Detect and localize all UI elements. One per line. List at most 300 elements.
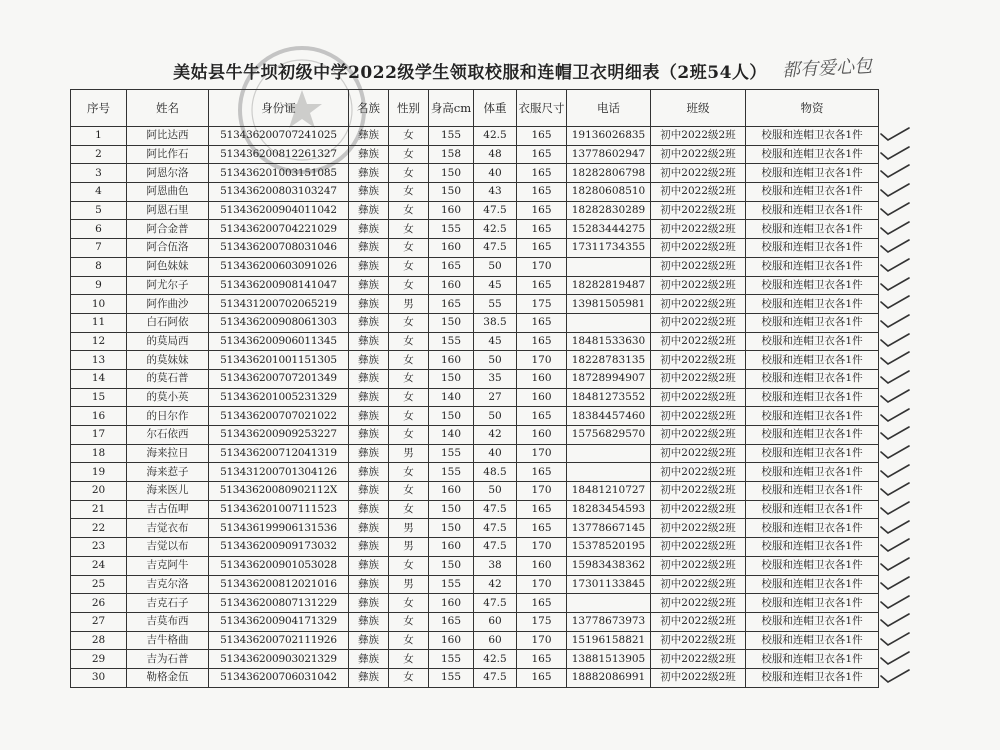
- cell-height: 155: [429, 575, 474, 594]
- cell-weight: 42: [474, 575, 517, 594]
- cell-weight: 47.5: [474, 239, 517, 258]
- cell-phone: 18282806798: [567, 164, 651, 183]
- cell-class: 初中2022级2班: [651, 127, 746, 146]
- cell-name: 吉克尔洛: [127, 575, 209, 594]
- cell-phone: 18728994907: [567, 369, 651, 388]
- cell-height: 165: [429, 612, 474, 631]
- header-name: 姓名: [127, 90, 209, 127]
- cell-goods: 校服和连帽卫衣各1件: [746, 332, 879, 351]
- cell-name: 的日尔作: [127, 407, 209, 426]
- cell-phone: 13778673973: [567, 612, 651, 631]
- cell-size: 165: [517, 463, 567, 482]
- cell-size: 160: [517, 388, 567, 407]
- checkmark-icon: [878, 500, 912, 516]
- cell-weight: 48: [474, 145, 517, 164]
- cell-class: 初中2022级2班: [651, 538, 746, 557]
- cell-size: 170: [517, 482, 567, 501]
- cell-gender: 男: [389, 538, 429, 557]
- cell-index: 18: [71, 444, 127, 463]
- cell-size: 165: [517, 239, 567, 258]
- cell-id-number: 513436200803103247: [209, 183, 349, 202]
- cell-phone: 18280608510: [567, 183, 651, 202]
- cell-phone: 17301133845: [567, 575, 651, 594]
- cell-ethnicity: 彝族: [349, 407, 389, 426]
- cell-goods: 校服和连帽卫衣各1件: [746, 575, 879, 594]
- cell-class: 初中2022级2班: [651, 500, 746, 519]
- cell-ethnicity: 彝族: [349, 369, 389, 388]
- checkmark-icon: [878, 463, 912, 479]
- table-row: [71, 257, 879, 276]
- cell-height: 150: [429, 183, 474, 202]
- header-height: 身高cm: [429, 90, 474, 127]
- cell-id-number: 513436201005231329: [209, 388, 349, 407]
- cell-ethnicity: 彝族: [349, 463, 389, 482]
- cell-index: 19: [71, 463, 127, 482]
- cell-height: 160: [429, 538, 474, 557]
- cell-class: 初中2022级2班: [651, 482, 746, 501]
- cell-height: 160: [429, 594, 474, 613]
- cell-name: 海来惹子: [127, 463, 209, 482]
- cell-goods: 校服和连帽卫衣各1件: [746, 519, 879, 538]
- header-gender: 性别: [389, 90, 429, 127]
- cell-gender: 女: [389, 201, 429, 220]
- cell-id-number: 513436200702111926: [209, 631, 349, 650]
- cell-goods: 校服和连帽卫衣各1件: [746, 594, 879, 613]
- cell-weight: 45: [474, 276, 517, 295]
- cell-weight: 47.5: [474, 201, 517, 220]
- table-row: [71, 612, 879, 631]
- cell-size: 165: [517, 183, 567, 202]
- cell-weight: 42.5: [474, 650, 517, 669]
- cell-size: 175: [517, 612, 567, 631]
- cell-gender: 女: [389, 612, 429, 631]
- cell-ethnicity: 彝族: [349, 426, 389, 445]
- cell-class: 初中2022级2班: [651, 426, 746, 445]
- cell-ethnicity: 彝族: [349, 538, 389, 557]
- table-row: [71, 631, 879, 650]
- cell-phone: 19136026835: [567, 127, 651, 146]
- cell-size: 175: [517, 295, 567, 314]
- cell-id-number: 513436200812261327: [209, 145, 349, 164]
- cell-class: 初中2022级2班: [651, 295, 746, 314]
- cell-gender: 女: [389, 407, 429, 426]
- cell-size: 165: [517, 276, 567, 295]
- cell-name: 阿比作石: [127, 145, 209, 164]
- checkmark-icon: [878, 594, 912, 610]
- cell-gender: 男: [389, 575, 429, 594]
- cell-ethnicity: 彝族: [349, 220, 389, 239]
- cell-goods: 校服和连帽卫衣各1件: [746, 500, 879, 519]
- cell-weight: 50: [474, 482, 517, 501]
- cell-index: 16: [71, 407, 127, 426]
- cell-class: 初中2022级2班: [651, 313, 746, 332]
- cell-index: 15: [71, 388, 127, 407]
- cell-name: 海来拉日: [127, 444, 209, 463]
- cell-weight: 47.5: [474, 500, 517, 519]
- cell-goods: 校服和连帽卫衣各1件: [746, 388, 879, 407]
- cell-height: 155: [429, 220, 474, 239]
- cell-goods: 校服和连帽卫衣各1件: [746, 426, 879, 445]
- cell-size: 170: [517, 351, 567, 370]
- cell-height: 150: [429, 556, 474, 575]
- checkmark-icon: [878, 425, 912, 441]
- cell-size: 165: [517, 650, 567, 669]
- cell-weight: 60: [474, 612, 517, 631]
- cell-index: 3: [71, 164, 127, 183]
- cell-weight: 47.5: [474, 519, 517, 538]
- table-header-row: [71, 90, 879, 127]
- cell-id-number: 513436200704221029: [209, 220, 349, 239]
- cell-ethnicity: 彝族: [349, 276, 389, 295]
- cell-ethnicity: 彝族: [349, 201, 389, 220]
- cell-index: 25: [71, 575, 127, 594]
- cell-weight: 60: [474, 631, 517, 650]
- checkmark-icon: [878, 145, 912, 161]
- cell-id-number: 513436200706031042: [209, 668, 349, 687]
- cell-ethnicity: 彝族: [349, 239, 389, 258]
- cell-gender: 女: [389, 668, 429, 687]
- header-class: 班级: [651, 90, 746, 127]
- cell-name: 尔石依西: [127, 426, 209, 445]
- checkmark-icon: [878, 407, 912, 423]
- table-row: [71, 276, 879, 295]
- cell-gender: 女: [389, 220, 429, 239]
- cell-ethnicity: 彝族: [349, 594, 389, 613]
- cell-size: 170: [517, 575, 567, 594]
- checkmark-icon: [878, 350, 912, 366]
- cell-id-number: 513436200908141047: [209, 276, 349, 295]
- cell-phone: 15983438362: [567, 556, 651, 575]
- cell-goods: 校服和连帽卫衣各1件: [746, 650, 879, 669]
- cell-goods: 校服和连帽卫衣各1件: [746, 201, 879, 220]
- table-row: [71, 201, 879, 220]
- checkmark-icon: [878, 388, 912, 404]
- cell-name: 阿合伍洛: [127, 239, 209, 258]
- cell-gender: 女: [389, 426, 429, 445]
- cell-index: 26: [71, 594, 127, 613]
- cell-id-number: 513436200904171329: [209, 612, 349, 631]
- cell-name: 吉古伍呷: [127, 500, 209, 519]
- cell-name: 阿恩曲色: [127, 183, 209, 202]
- cell-size: 170: [517, 444, 567, 463]
- cell-weight: 40: [474, 164, 517, 183]
- cell-ethnicity: 彝族: [349, 351, 389, 370]
- document-title: 美姑县牛牛坝初级中学2022级学生领取校服和连帽卫衣明细表（2班54人）: [173, 63, 767, 83]
- cell-id-number: 513431200701304126: [209, 463, 349, 482]
- cell-size: 160: [517, 426, 567, 445]
- cell-class: 初中2022级2班: [651, 239, 746, 258]
- cell-ethnicity: 彝族: [349, 295, 389, 314]
- checkmark-icon: [878, 276, 912, 292]
- cell-goods: 校服和连帽卫衣各1件: [746, 351, 879, 370]
- cell-index: 27: [71, 612, 127, 631]
- cell-class: 初中2022级2班: [651, 388, 746, 407]
- cell-size: 165: [517, 668, 567, 687]
- cell-phone: 15756829570: [567, 426, 651, 445]
- table-row: [71, 594, 879, 613]
- cell-id-number: 513436200812021016: [209, 575, 349, 594]
- cell-class: 初中2022级2班: [651, 407, 746, 426]
- cell-ethnicity: 彝族: [349, 183, 389, 202]
- cell-phone: 13881513905: [567, 650, 651, 669]
- cell-phone: [567, 257, 651, 276]
- cell-phone: 18283454593: [567, 500, 651, 519]
- cell-class: 初中2022级2班: [651, 594, 746, 613]
- cell-height: 160: [429, 482, 474, 501]
- checkmark-icon: [878, 332, 912, 348]
- cell-name: 阿恩尔洛: [127, 164, 209, 183]
- cell-gender: 女: [389, 257, 429, 276]
- cell-class: 初中2022级2班: [651, 519, 746, 538]
- cell-phone: [567, 313, 651, 332]
- header-size: 衣服尺寸: [517, 90, 567, 127]
- cell-ethnicity: 彝族: [349, 332, 389, 351]
- cell-name: 吉觉以布: [127, 538, 209, 557]
- cell-goods: 校服和连帽卫衣各1件: [746, 220, 879, 239]
- cell-class: 初中2022级2班: [651, 257, 746, 276]
- cell-class: 初中2022级2班: [651, 369, 746, 388]
- cell-name: 吉莫布西: [127, 612, 209, 631]
- table-row: [71, 463, 879, 482]
- cell-phone: 15378520195: [567, 538, 651, 557]
- cell-index: 12: [71, 332, 127, 351]
- cell-ethnicity: 彝族: [349, 257, 389, 276]
- table-row: [71, 145, 879, 164]
- cell-height: 155: [429, 332, 474, 351]
- cell-weight: 50: [474, 257, 517, 276]
- checkmark-icon: [878, 444, 912, 460]
- cell-ethnicity: 彝族: [349, 444, 389, 463]
- cell-goods: 校服和连帽卫衣各1件: [746, 612, 879, 631]
- table-row: [71, 650, 879, 669]
- cell-height: 155: [429, 444, 474, 463]
- cell-index: 1: [71, 127, 127, 146]
- cell-goods: 校服和连帽卫衣各1件: [746, 276, 879, 295]
- header-weight: 体重: [474, 90, 517, 127]
- cell-size: 165: [517, 594, 567, 613]
- cell-size: 160: [517, 369, 567, 388]
- cell-ethnicity: 彝族: [349, 388, 389, 407]
- cell-ethnicity: 彝族: [349, 631, 389, 650]
- cell-ethnicity: 彝族: [349, 482, 389, 501]
- cell-name: 的莫妹妹: [127, 351, 209, 370]
- cell-weight: 35: [474, 369, 517, 388]
- cell-weight: 47.5: [474, 668, 517, 687]
- header-id-number: 身份证: [209, 90, 349, 127]
- cell-class: 初中2022级2班: [651, 276, 746, 295]
- cell-gender: 女: [389, 650, 429, 669]
- cell-gender: 女: [389, 127, 429, 146]
- table-row: [71, 444, 879, 463]
- cell-size: 165: [517, 313, 567, 332]
- cell-height: 160: [429, 631, 474, 650]
- table-row: [71, 407, 879, 426]
- cell-phone: 17311734355: [567, 239, 651, 258]
- cell-goods: 校服和连帽卫衣各1件: [746, 164, 879, 183]
- checkmark-icon: [878, 575, 912, 591]
- cell-name: 吉牛格曲: [127, 631, 209, 650]
- cell-phone: [567, 463, 651, 482]
- cell-size: 165: [517, 500, 567, 519]
- cell-phone: 18384457460: [567, 407, 651, 426]
- cell-gender: 女: [389, 463, 429, 482]
- cell-size: 165: [517, 332, 567, 351]
- cell-height: 155: [429, 668, 474, 687]
- cell-size: 165: [517, 519, 567, 538]
- cell-size: 165: [517, 127, 567, 146]
- cell-goods: 校服和连帽卫衣各1件: [746, 257, 879, 276]
- cell-weight: 48.5: [474, 463, 517, 482]
- cell-gender: 女: [389, 332, 429, 351]
- table-row: [71, 295, 879, 314]
- cell-class: 初中2022级2班: [651, 556, 746, 575]
- cell-gender: 女: [389, 556, 429, 575]
- cell-weight: 38: [474, 556, 517, 575]
- checkmark-icon: [878, 556, 912, 572]
- checkmark-icon: [878, 519, 912, 535]
- cell-ethnicity: 彝族: [349, 668, 389, 687]
- cell-name: 阿色妹妹: [127, 257, 209, 276]
- cell-weight: 38.5: [474, 313, 517, 332]
- cell-height: 155: [429, 127, 474, 146]
- cell-weight: 47.5: [474, 594, 517, 613]
- cell-id-number: 513436200603091026: [209, 257, 349, 276]
- cell-gender: 女: [389, 631, 429, 650]
- cell-index: 11: [71, 313, 127, 332]
- cell-phone: 18282830289: [567, 201, 651, 220]
- table-row: [71, 220, 879, 239]
- cell-size: 170: [517, 631, 567, 650]
- cell-index: 30: [71, 668, 127, 687]
- table-row: [71, 332, 879, 351]
- cell-goods: 校服和连帽卫衣各1件: [746, 145, 879, 164]
- cell-index: 20: [71, 482, 127, 501]
- cell-class: 初中2022级2班: [651, 650, 746, 669]
- cell-name: 吉为石普: [127, 650, 209, 669]
- table-body: [71, 127, 879, 688]
- cell-ethnicity: 彝族: [349, 650, 389, 669]
- cell-class: 初中2022级2班: [651, 444, 746, 463]
- cell-id-number: 513436200708031046: [209, 239, 349, 258]
- cell-index: 8: [71, 257, 127, 276]
- cell-index: 22: [71, 519, 127, 538]
- cell-name: 白石阿依: [127, 313, 209, 332]
- cell-name: 勒格金伍: [127, 668, 209, 687]
- cell-gender: 女: [389, 388, 429, 407]
- cell-weight: 40: [474, 444, 517, 463]
- checkmark-icon: [878, 650, 912, 666]
- cell-goods: 校服和连帽卫衣各1件: [746, 183, 879, 202]
- cell-weight: 27: [474, 388, 517, 407]
- cell-class: 初中2022级2班: [651, 351, 746, 370]
- cell-id-number: 51343620080902112X: [209, 482, 349, 501]
- cell-height: 155: [429, 650, 474, 669]
- cell-ethnicity: 彝族: [349, 164, 389, 183]
- cell-goods: 校服和连帽卫衣各1件: [746, 295, 879, 314]
- cell-goods: 校服和连帽卫衣各1件: [746, 482, 879, 501]
- cell-class: 初中2022级2班: [651, 668, 746, 687]
- cell-size: 165: [517, 220, 567, 239]
- checkmark-icon: [878, 294, 912, 310]
- checkmark-icon: [878, 313, 912, 329]
- cell-id-number: 513436201003151085: [209, 164, 349, 183]
- cell-class: 初中2022级2班: [651, 332, 746, 351]
- cell-goods: 校服和连帽卫衣各1件: [746, 538, 879, 557]
- cell-weight: 45: [474, 332, 517, 351]
- checkmark-icon: [878, 668, 912, 684]
- table-row: [71, 668, 879, 687]
- checkmark-icon: [878, 238, 912, 254]
- checkmark-icon: [878, 201, 912, 217]
- cell-phone: 18282819487: [567, 276, 651, 295]
- cell-name: 吉觉衣布: [127, 519, 209, 538]
- cell-class: 初中2022级2班: [651, 201, 746, 220]
- cell-height: 150: [429, 407, 474, 426]
- cell-index: 24: [71, 556, 127, 575]
- cell-size: 160: [517, 556, 567, 575]
- cell-goods: 校服和连帽卫衣各1件: [746, 444, 879, 463]
- cell-class: 初中2022级2班: [651, 575, 746, 594]
- cell-id-number: 513436200903021329: [209, 650, 349, 669]
- table-row: [71, 388, 879, 407]
- cell-ethnicity: 彝族: [349, 500, 389, 519]
- cell-size: 165: [517, 201, 567, 220]
- table-row: [71, 519, 879, 538]
- cell-ethnicity: 彝族: [349, 313, 389, 332]
- cell-name: 阿作曲沙: [127, 295, 209, 314]
- cell-height: 160: [429, 276, 474, 295]
- checkmark-icon: [878, 163, 912, 179]
- cell-phone: 13778667145: [567, 519, 651, 538]
- cell-phone: 18228783135: [567, 351, 651, 370]
- cell-goods: 校服和连帽卫衣各1件: [746, 668, 879, 687]
- cell-index: 14: [71, 369, 127, 388]
- cell-gender: 女: [389, 164, 429, 183]
- cell-gender: 男: [389, 295, 429, 314]
- cell-id-number: 513436200908061303: [209, 313, 349, 332]
- cell-gender: 女: [389, 239, 429, 258]
- cell-goods: 校服和连帽卫衣各1件: [746, 463, 879, 482]
- cell-goods: 校服和连帽卫衣各1件: [746, 631, 879, 650]
- cell-phone: 18882086991: [567, 668, 651, 687]
- cell-id-number: 513436201007111523: [209, 500, 349, 519]
- cell-phone: [567, 594, 651, 613]
- table-row: [71, 426, 879, 445]
- cell-index: 4: [71, 183, 127, 202]
- cell-weight: 55: [474, 295, 517, 314]
- cell-phone: 15196158821: [567, 631, 651, 650]
- cell-gender: 女: [389, 276, 429, 295]
- cell-id-number: 513436199906131536: [209, 519, 349, 538]
- checkmark-icon: [878, 537, 912, 553]
- cell-class: 初中2022级2班: [651, 631, 746, 650]
- cell-weight: 43: [474, 183, 517, 202]
- cell-index: 17: [71, 426, 127, 445]
- table-row: [71, 538, 879, 557]
- cell-phone: 13778602947: [567, 145, 651, 164]
- table-row: [71, 239, 879, 258]
- checkmark-icon: [878, 126, 912, 142]
- cell-goods: 校服和连帽卫衣各1件: [746, 407, 879, 426]
- cell-index: 29: [71, 650, 127, 669]
- cell-size: 165: [517, 164, 567, 183]
- cell-height: 150: [429, 500, 474, 519]
- table-row: [71, 556, 879, 575]
- cell-name: 的莫石普: [127, 369, 209, 388]
- header-index: 序号: [71, 90, 127, 127]
- cell-height: 150: [429, 369, 474, 388]
- cell-id-number: 513436201001151305: [209, 351, 349, 370]
